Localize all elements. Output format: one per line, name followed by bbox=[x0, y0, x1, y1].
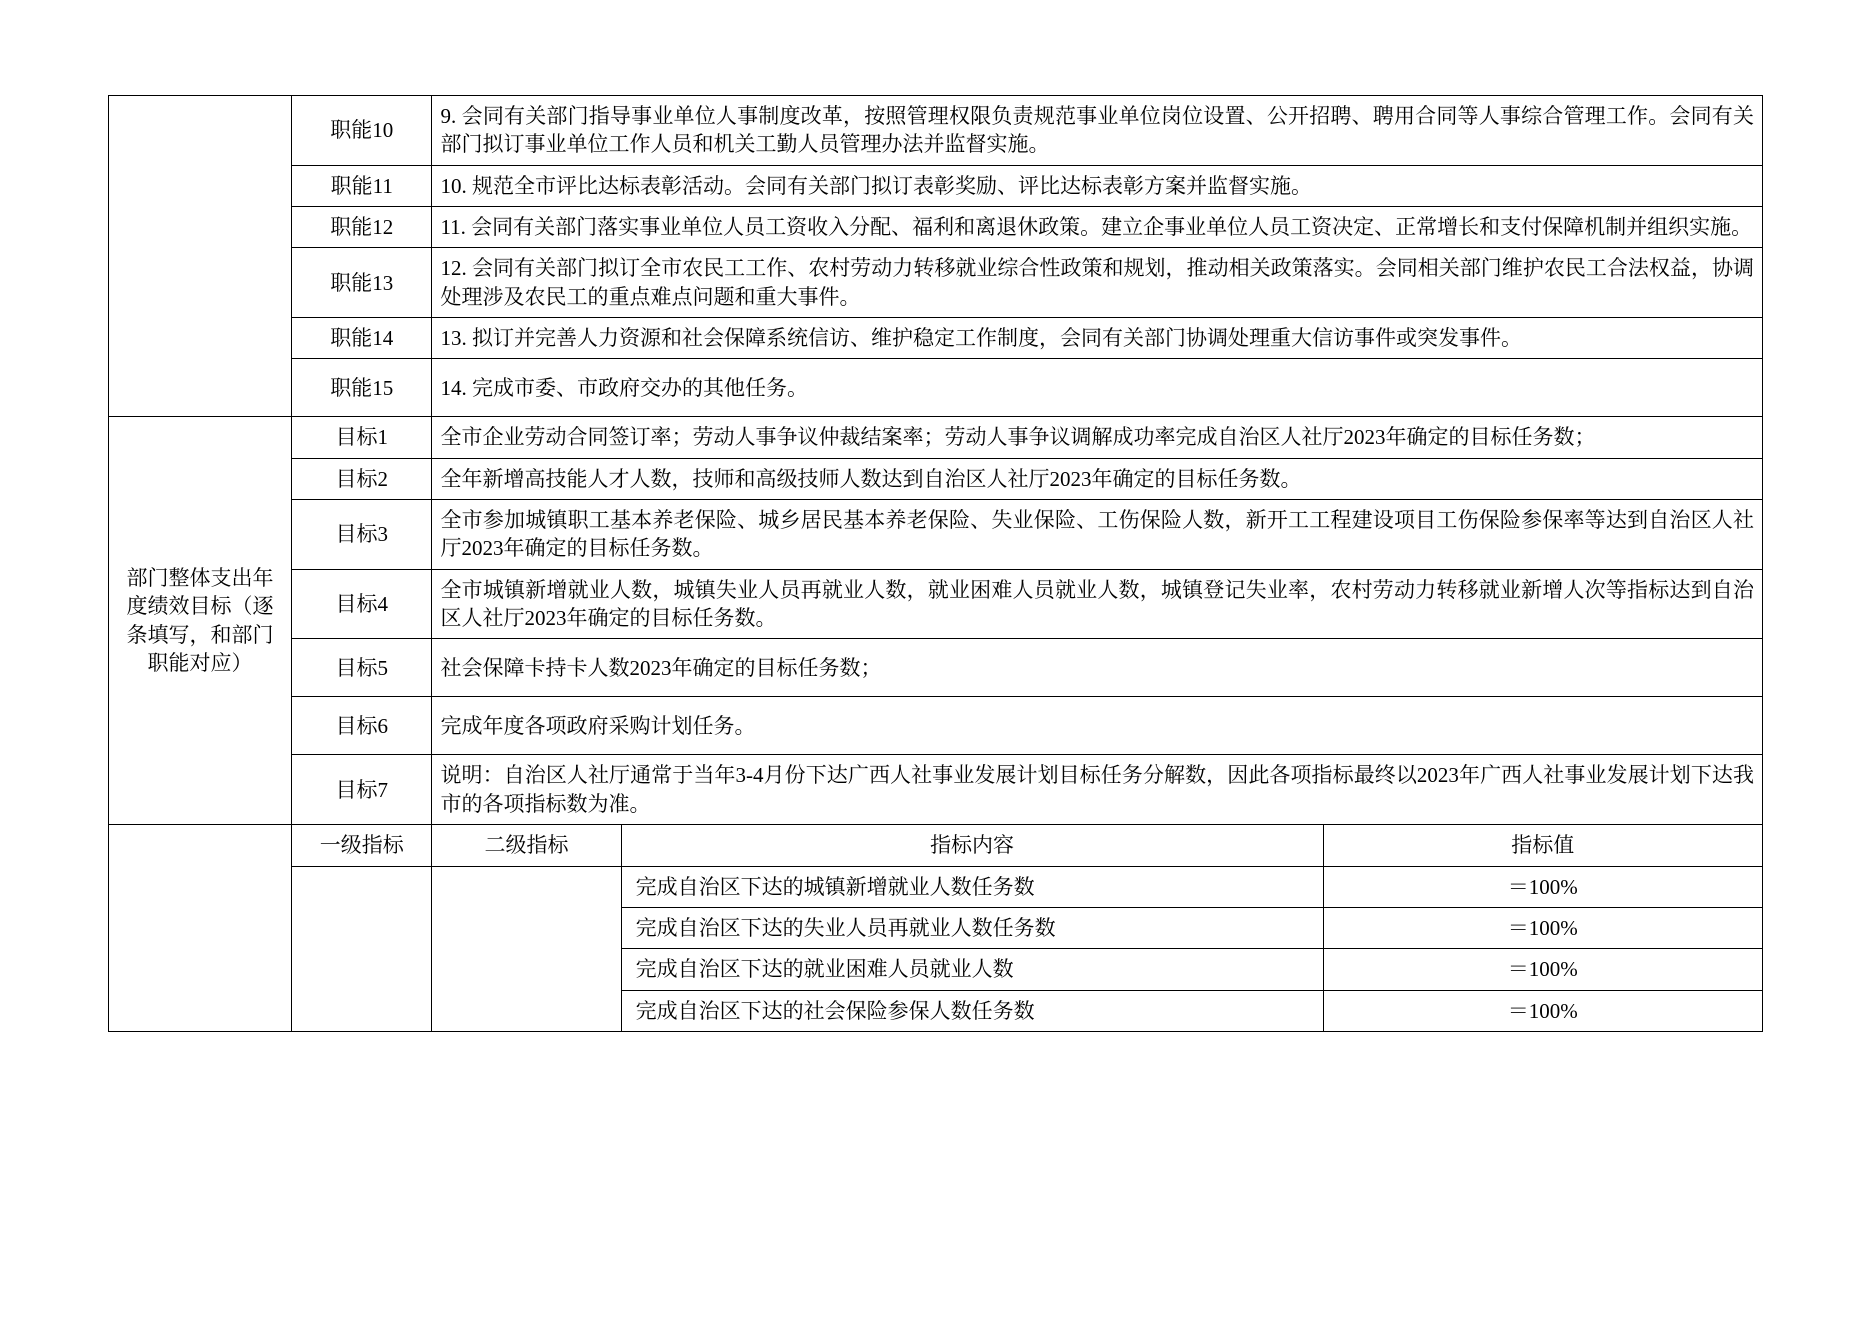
row-label: 目标7 bbox=[292, 755, 432, 825]
indicator-content: 完成自治区下达的社会保险参保人数任务数 bbox=[621, 990, 1323, 1031]
row-label: 职能10 bbox=[292, 96, 432, 166]
table-row bbox=[109, 359, 1763, 417]
row-label: 职能12 bbox=[292, 207, 432, 248]
indicator-content: 完成自治区下达的失业人员再就业人数任务数 bbox=[621, 907, 1323, 948]
row-content: 完成年度各项政府采购计划任务。 bbox=[432, 697, 1763, 755]
row-label: 职能13 bbox=[292, 248, 432, 318]
table-row bbox=[109, 207, 1763, 248]
row-label: 目标3 bbox=[292, 500, 432, 570]
table-row bbox=[109, 248, 1763, 318]
table-row bbox=[109, 96, 1763, 166]
indicator-level2-cell bbox=[432, 866, 621, 1031]
section-label-functions bbox=[109, 96, 292, 417]
row-label: 目标4 bbox=[292, 569, 432, 639]
indicator-header-row bbox=[109, 825, 1763, 866]
table-row bbox=[109, 458, 1763, 499]
row-content: 11. 会同有关部门落实事业单位人员工资收入分配、福利和离退休政策。建立企事业单位人员工资决定、正常增长和支付保障机制并组织实施。 bbox=[432, 207, 1763, 248]
section-label-goals: 部门整体支出年度绩效目标（逐条填写，和部门职能对应） bbox=[109, 417, 292, 825]
indicator-content: 完成自治区下达的就业困难人员就业人数 bbox=[621, 949, 1323, 990]
row-label: 目标2 bbox=[292, 458, 432, 499]
table-row bbox=[109, 417, 1763, 458]
indicator-level1-cell bbox=[292, 866, 432, 1031]
header-content: 指标内容 bbox=[621, 825, 1323, 866]
performance-goal-table bbox=[108, 95, 1763, 1032]
row-label: 目标1 bbox=[292, 417, 432, 458]
row-content: 12. 会同有关部门拟订全市农民工工作、农村劳动力转移就业综合性政策和规划，推动相关政策落实。会同相关部门维护农民工合法权益，协调处理涉及农民工的重点难点问题和重大事件。 bbox=[432, 248, 1763, 318]
table-row bbox=[109, 639, 1763, 697]
row-label: 目标6 bbox=[292, 697, 432, 755]
table-row bbox=[109, 569, 1763, 639]
table-row bbox=[109, 866, 1763, 907]
row-content: 9. 会同有关部门指导事业单位人事制度改革，按照管理权限负责规范事业单位岗位设置、公开招聘、聘用合同等人事综合管理工作。会同有关部门拟订事业单位工作人员和机关工勤人员管理办法并监督实施。 bbox=[432, 96, 1763, 166]
row-content: 说明：自治区人社厅通常于当年3-4月份下达广西人社事业发展计划目标任务分解数，因此各项指标最终以2023年广西人社事业发展计划下达我市的各项指标数为准。 bbox=[432, 755, 1763, 825]
indicator-value: ＝100% bbox=[1323, 949, 1763, 990]
row-content: 13. 拟订并完善人力资源和社会保障系统信访、维护稳定工作制度，会同有关部门协调处理重大信访事件或突发事件。 bbox=[432, 318, 1763, 359]
indicator-value: ＝100% bbox=[1323, 907, 1763, 948]
row-content: 10. 规范全市评比达标表彰活动。会同有关部门拟订表彰奖励、评比达标表彰方案并监督实施。 bbox=[432, 165, 1763, 206]
row-content: 全市企业劳动合同签订率；劳动人事争议仲裁结案率；劳动人事争议调解成功率完成自治区人社厅2023年确定的目标任务数； bbox=[432, 417, 1763, 458]
header-level1: 一级指标 bbox=[292, 825, 432, 866]
table-row bbox=[109, 318, 1763, 359]
row-content: 社会保障卡持卡人数2023年确定的目标任务数； bbox=[432, 639, 1763, 697]
indicator-content: 完成自治区下达的城镇新增就业人数任务数 bbox=[621, 866, 1323, 907]
indicator-value: ＝100% bbox=[1323, 990, 1763, 1031]
row-content: 全市城镇新增就业人数，城镇失业人员再就业人数，就业困难人员就业人数，城镇登记失业率，农村劳动力转移就业新增人次等指标达到自治区人社厅2023年确定的目标任务数。 bbox=[432, 569, 1763, 639]
row-label: 职能11 bbox=[292, 165, 432, 206]
indicator-value: ＝100% bbox=[1323, 866, 1763, 907]
row-label: 目标5 bbox=[292, 639, 432, 697]
row-content: 14. 完成市委、市政府交办的其他任务。 bbox=[432, 359, 1763, 417]
row-label: 职能15 bbox=[292, 359, 432, 417]
table-row bbox=[109, 500, 1763, 570]
row-content: 全市参加城镇职工基本养老保险、城乡居民基本养老保险、失业保险、工伤保险人数，新开工工程建设项目工伤保险参保率等达到自治区人社厅2023年确定的目标任务数。 bbox=[432, 500, 1763, 570]
table-row bbox=[109, 697, 1763, 755]
table-row bbox=[109, 755, 1763, 825]
row-content: 全年新增高技能人才人数，技师和高级技师人数达到自治区人社厅2023年确定的目标任务数。 bbox=[432, 458, 1763, 499]
header-value: 指标值 bbox=[1323, 825, 1763, 866]
header-level2: 二级指标 bbox=[432, 825, 621, 866]
table-row bbox=[109, 165, 1763, 206]
row-label: 职能14 bbox=[292, 318, 432, 359]
section-label-indicators bbox=[109, 825, 292, 1032]
